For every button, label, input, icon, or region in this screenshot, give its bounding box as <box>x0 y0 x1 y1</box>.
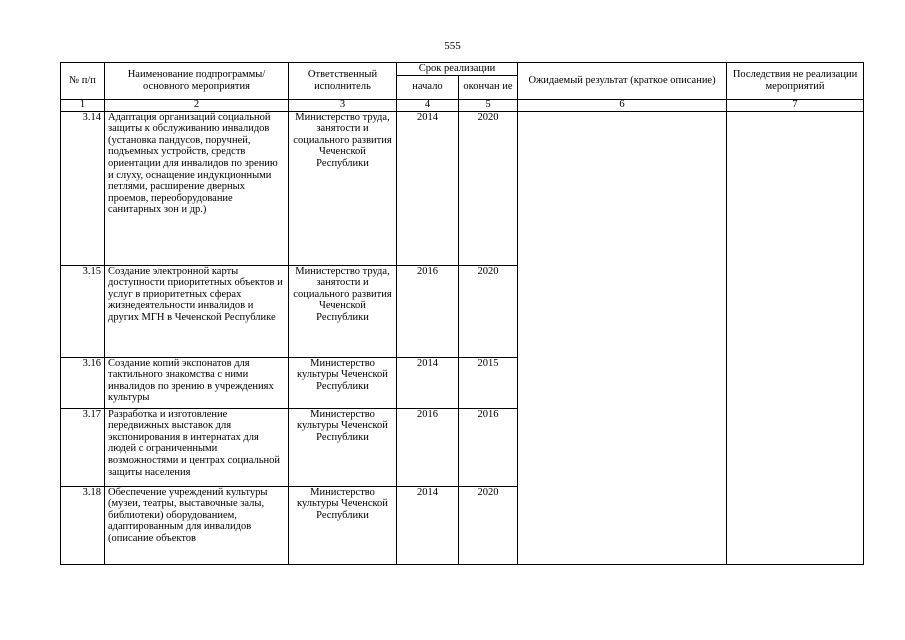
row-start-year: 2016 <box>397 265 459 357</box>
row-end-year: 2015 <box>459 357 518 408</box>
header-result: Ожидаемый результат (краткое описание) <box>518 63 727 100</box>
row-number: 3.17 <box>61 408 105 486</box>
row-number: 3.18 <box>61 486 105 564</box>
row-end-year: 2020 <box>459 486 518 564</box>
row-end-year: 2016 <box>459 408 518 486</box>
column-number: 6 <box>518 99 727 111</box>
header-row-1 <box>61 63 864 76</box>
header-name: Наименование подпрограммы/ основного мероприятия <box>105 63 289 100</box>
row-number: 3.16 <box>61 357 105 408</box>
column-number: 7 <box>727 99 864 111</box>
row-executor: Министерство культуры Чеченской Республики <box>289 486 397 564</box>
column-number: 3 <box>289 99 397 111</box>
column-numbers-row <box>61 99 864 111</box>
row-number: 3.14 <box>61 111 105 265</box>
page-number: 555 <box>444 40 461 52</box>
column-number: 2 <box>105 99 289 111</box>
column-number: 5 <box>459 99 518 111</box>
row-event-name: Адаптация организаций социальной защиты к обслуживанию инвалидов (установка пандусов, поручней, подъемных устройств, средств ориентации для инвалидов по зрению и слуху, оснащение индукционными петлями, расширение дверных проемов, переоборудование санитарных зон и др.) <box>105 111 289 265</box>
row-executor: Министерство труда, занятости и социального развития Чеченской Республики <box>289 111 397 265</box>
column-number: 4 <box>397 99 459 111</box>
row-executor: Министерство культуры Чеченской Республики <box>289 357 397 408</box>
header-period: Срок реализации <box>397 63 518 76</box>
header-executor: Ответственный исполнитель <box>289 63 397 100</box>
row-event-name: Обеспечение учреждений культуры (музеи, театры, выставочные залы, библиотеки) оборудованием, адаптированным для инвалидов (описание объектов <box>105 486 289 564</box>
row-start-year: 2014 <box>397 111 459 265</box>
row-start-year: 2016 <box>397 408 459 486</box>
header-end: окончан ие <box>459 75 518 99</box>
expected-result-cell <box>518 111 727 564</box>
row-event-name: Разработка и изготовление передвижных выставок для экспонирования в интернатах для людей с ограниченными возможностями и центрах социальной защиты населения <box>105 408 289 486</box>
row-number: 3.15 <box>61 265 105 357</box>
row-executor: Министерство культуры Чеченской Республики <box>289 408 397 486</box>
row-end-year: 2020 <box>459 111 518 265</box>
header-start: начало <box>397 75 459 99</box>
consequences-cell <box>727 111 864 564</box>
row-end-year: 2020 <box>459 265 518 357</box>
row-event-name: Создание электронной карты доступности приоритетных объектов и услуг в приоритетных сферах жизнедеятельности инвалидов и других МГН в Чеченской Республике <box>105 265 289 357</box>
row-executor: Министерство труда, занятости и социального развития Чеченской Республики <box>289 265 397 357</box>
table-row <box>61 111 864 265</box>
row-event-name: Создание копий экспонатов для тактильного знакомства с ними инвалидов по зрению в учреждениях культуры <box>105 357 289 408</box>
column-number: 1 <box>61 99 105 111</box>
row-start-year: 2014 <box>397 486 459 564</box>
events-table <box>60 62 864 565</box>
header-num: № п/п <box>61 63 105 100</box>
row-start-year: 2014 <box>397 357 459 408</box>
header-consequences: Последствия не реализации мероприятий <box>727 63 864 100</box>
